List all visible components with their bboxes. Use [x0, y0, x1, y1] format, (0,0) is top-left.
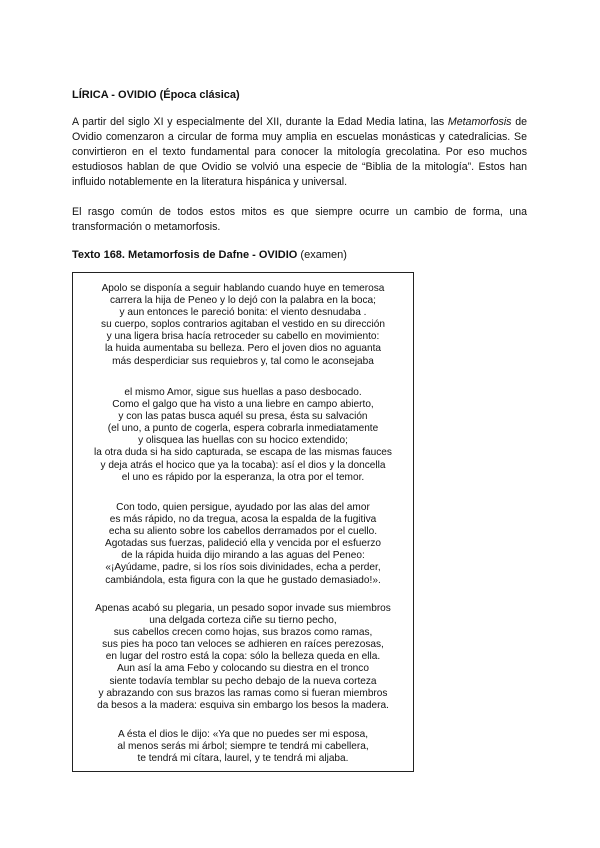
poem-line: echa su aliento sobre los cabellos derramados por el cuello. [108, 526, 378, 538]
intro-paragraph [72, 115, 527, 190]
text-header [72, 249, 347, 261]
poem-line: «¡Ayúdame, padre, si los ríos sois divinidades, echa a perder, [105, 562, 381, 574]
poem-line: Agotadas sus fuerzas, palideció ella y vencida por el esfuerzo [104, 538, 382, 550]
poem-line: al menos serás mi árbol; siempre te tendrá mi cabellera, [117, 741, 369, 753]
poem-stanza-1 [73, 283, 413, 368]
poem-line: más desperdiciar sus requiebros y, tal como le aconsejaba [112, 355, 374, 367]
poem-stanza-4 [73, 603, 413, 712]
poem-line: de la rápida huida dijo mirando a las aguas del Peneo: [121, 550, 365, 562]
poem-line: sus cabellos crecen como hojas, sus brazos como ramas, [113, 627, 373, 639]
poem-line: cambiándola, esta figura con la que he gustado demasiado!». [105, 574, 381, 586]
poem-line: A ésta el dios le dijo: «Ya que no puedes ser mi esposa, [117, 729, 369, 740]
poem-line: da besos a la madera: esquiva sin embargo los besos la madera. [97, 699, 389, 711]
poem-stanza-5 [73, 729, 413, 765]
poem-line: y con las patas busca aquél su presa, ésta su salvación [118, 411, 368, 423]
text-title: Texto 168. Metamorfosis de Dafne - OVIDIO [72, 249, 298, 261]
intro-text-end: de Ovidio comenzaron a circular de forma muy amplia en escuelas monásticas y catedralicias. Se convirtieron en el texto fundamental para conocer la mitología grecolatina. Por eso muchos estudiosos hablan de que Ovidio se volvió una especie de “Biblia de la mitología”. Estos han influido notablemente en la literatura hispánica y universal. [72, 116, 527, 188]
second-paragraph: El rasgo común de todos estos mitos es que siempre ocurre un cambio de forma, una transformación o metamorfosis. [72, 206, 527, 233]
intro-text-start: A partir del siglo XI y especialmente del XII, durante la Edad Media latina, las [72, 116, 448, 128]
poem-line: y una ligera brisa hacía retroceder su cabello en movimiento: [106, 331, 380, 343]
poem-line: la otra duda si ha sido capturada, se escapa de las mismas fauces [94, 447, 392, 459]
poem-line: Aun así la ama Febo y colocando su diestra en el tronco [117, 663, 369, 675]
poem-box [72, 272, 414, 772]
poem-line: carrera la hija de Peneo y lo dejó con la palabra en la boca; [110, 295, 376, 307]
poem-stanza-2 [73, 387, 413, 484]
poem-line: su cuerpo, soplos contrarios agitaban el vestido en su dirección [101, 319, 385, 331]
poem-stanza-3 [73, 502, 413, 587]
poem-line: Apolo se disponía a seguir hablando cuando huye en temerosa [101, 283, 385, 294]
poem-line: una delgada corteza ciñe su tierno pecho, [149, 615, 337, 627]
page-title: LÍRICA - OVIDIO (Época clásica) [72, 89, 240, 101]
poem-line: el uno es rápido por la esperanza, la otra por el temor. [121, 471, 365, 483]
poem-line: Con todo, quien persigue, ayudado por las alas del amor [116, 502, 370, 513]
poem-line: y aun entonces le pareció bonita: el viento desnudaba . [119, 307, 367, 319]
poem-line: y olisquea las huellas con su hocico extendido; [138, 435, 348, 447]
poem-line: te tendrá mi cítara, laurel, y te tendrá mi aljaba. [137, 753, 349, 765]
poem-line: y deja atrás el hocico que ya la tocaba): así el dios y la doncella [100, 459, 386, 471]
poem-line: es más rápido, no da tregua, acosa la espalda de la fugitiva [109, 514, 377, 526]
poem-line: en lugar del rostro está la copa: sólo la belleza queda en ella. [105, 651, 381, 663]
poem-line: el mismo Amor, sigue sus huellas a paso desbocado. [124, 387, 362, 398]
text-note: (examen) [297, 249, 347, 261]
poem-line: siente todavía temblar su pecho debajo de la nueva corteza [109, 675, 377, 687]
poem-line: Como el galgo que ha visto a una liebre en campo abierto, [112, 399, 374, 411]
poem-line: y abrazando con sus brazos las ramas como si fueran miembros [98, 687, 388, 699]
work-title: Metamorfosis [447, 116, 512, 128]
poem-line: sus pies ha poco tan veloces se adhieren en raíces perezosas, [102, 639, 384, 651]
poem-line: la huida aumentaba su belleza. Pero el joven dios no aguanta [104, 343, 382, 355]
poem-line: Apenas acabó su plegaria, un pesado sopor invade sus miembros [95, 603, 391, 614]
poem-line: (el uno, a punto de cogerla, espera cobrarla inmediatamente [107, 423, 379, 435]
